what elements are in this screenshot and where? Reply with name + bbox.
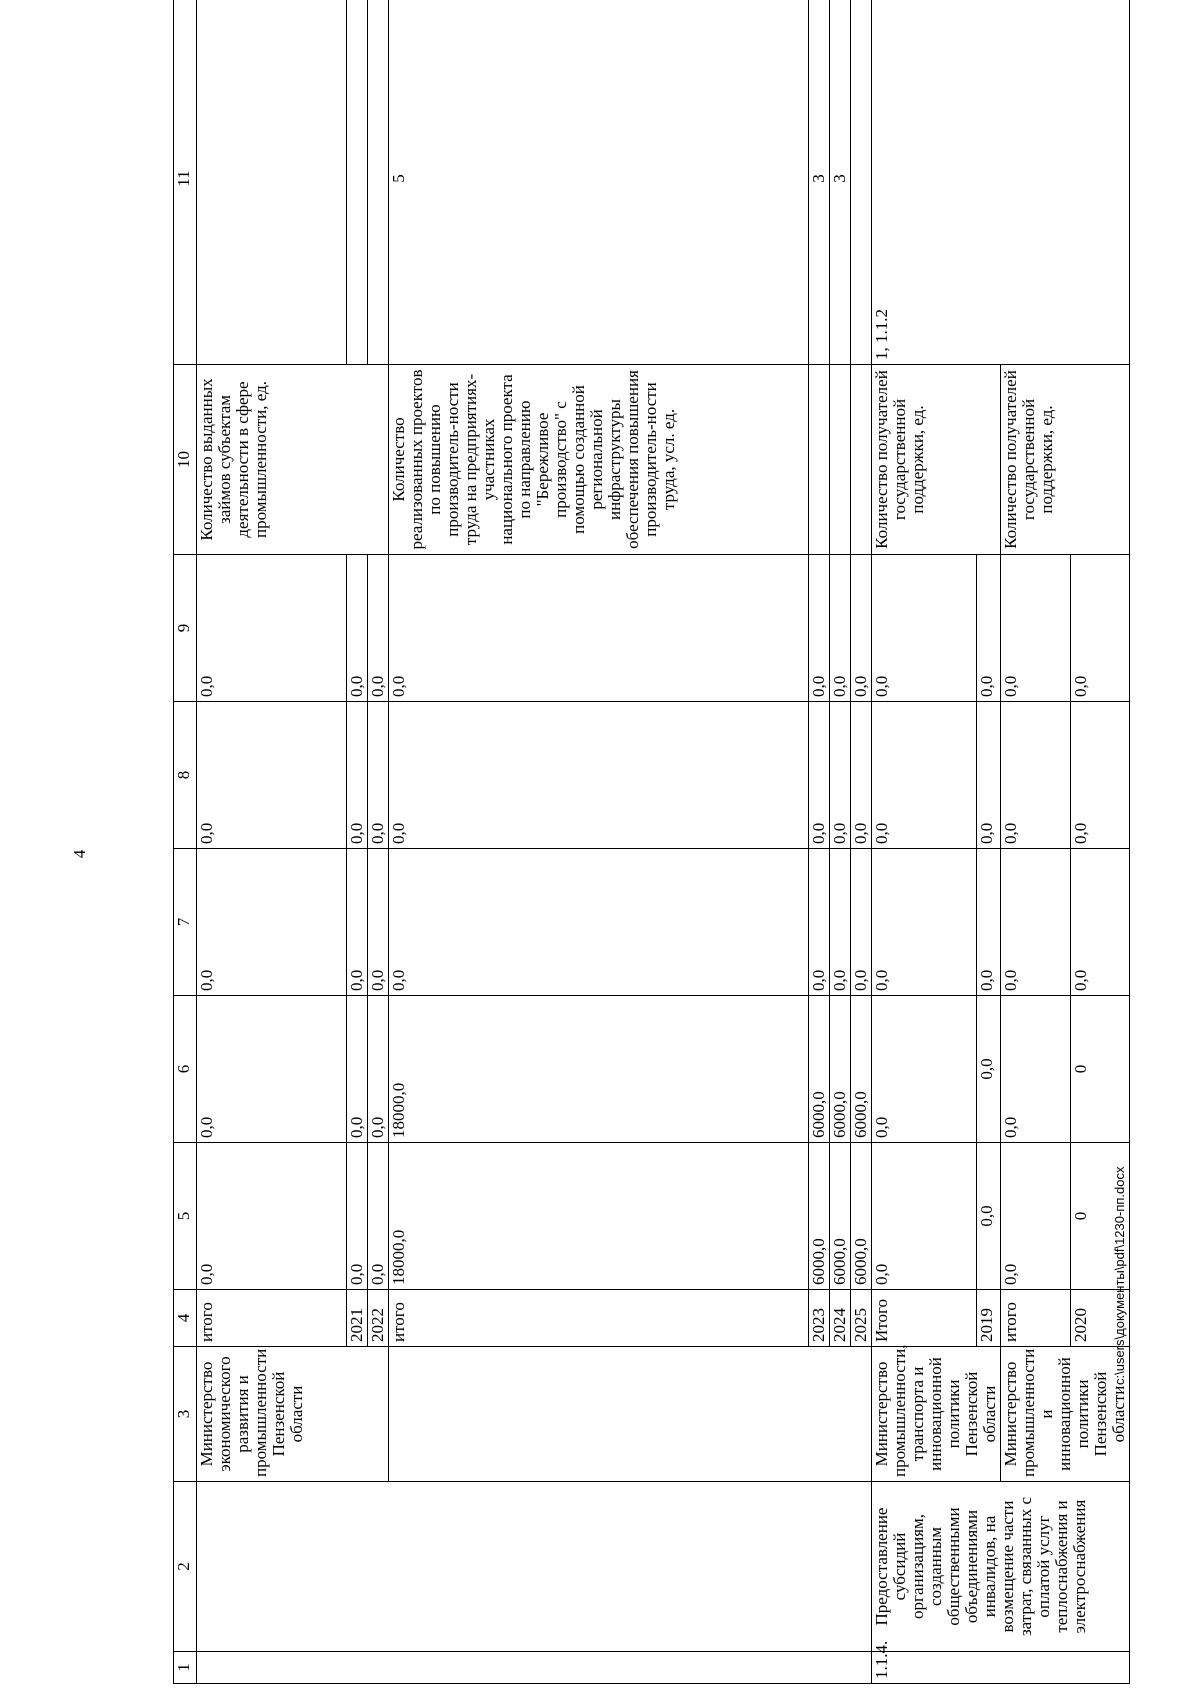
header-cell: 4 (174, 1290, 197, 1347)
value-cell: 0,0 (976, 555, 1000, 702)
value-cell: 0,0 (347, 702, 368, 849)
year-cell: 2024 (830, 1290, 851, 1347)
value-cell: 18000,0 (389, 996, 809, 1143)
row-number-cell (197, 1652, 872, 1684)
indicator-cell: Количество получателей государственной поддержки, ед. (872, 365, 1001, 555)
value-cell: 0,0 (368, 1143, 389, 1290)
value-cell: 0,0 (368, 702, 389, 849)
value-cell: 0,0 (976, 849, 1000, 996)
year-cell: 2020 (1071, 1290, 1130, 1347)
header-cell: 6 (174, 996, 197, 1143)
target-cell (851, 0, 872, 365)
value-cell: 0,0 (389, 555, 809, 702)
year-cell: итого (197, 1290, 347, 1347)
year-cell: 2019 (976, 1290, 1000, 1347)
executor-cell: Министерство экономического развития и промышленности Пензенской области (197, 1347, 389, 1482)
value-cell: 0,0 (851, 702, 872, 849)
indicator-cell: Количество выданных займов субъектам деятельности в сфере промышленности, ед. (197, 365, 389, 555)
header-cell: 5 (174, 1143, 197, 1290)
executor-cell (389, 1347, 872, 1482)
value-cell: 0,0 (1001, 849, 1071, 996)
value-cell: 0,0 (197, 996, 347, 1143)
indicator-cell (851, 365, 872, 555)
value-cell: 0,0 (809, 702, 830, 849)
executor-cell: Министерство промышленности, транспорта и инновационной политики Пензенской области (872, 1347, 1001, 1482)
target-cell: 5 (389, 0, 809, 365)
header-cell: 2 (174, 1482, 197, 1652)
target-cell (368, 0, 389, 365)
executor-cell: Министерство промышленности и инновационной политики Пензенской области (1001, 1347, 1130, 1482)
value-cell: 0,0 (872, 996, 977, 1143)
value-cell: 0,0 (809, 555, 830, 702)
row-number-cell: 1.1.4. (872, 1652, 1130, 1684)
value-cell: 0,0 (872, 702, 977, 849)
value-cell: 0,0 (1001, 1143, 1071, 1290)
header-cell: 9 (174, 555, 197, 702)
value-cell: 0,0 (347, 849, 368, 996)
header-cell: 1 (174, 1652, 197, 1684)
value-cell: 6000,0 (830, 1143, 851, 1290)
table-row (389, 0, 809, 1684)
table-row (197, 0, 347, 1684)
budget-table (173, 0, 1130, 1684)
value-cell: 0,0 (976, 702, 1000, 849)
year-cell: Итого (872, 1290, 977, 1347)
value-cell: 0,0 (368, 996, 389, 1143)
indicator-cell (809, 365, 830, 555)
value-cell: 6000,0 (809, 996, 830, 1143)
indicator-cell: Количество реализованных проектов по повышению производитель-ности труда на предприятиях-участниках национального проекта по направлению "Бережливое производство" с помощью созданной региональной инфраструктуры обеспечения повышения производитель-ности труда, усл. ед. (389, 365, 809, 555)
year-cell: 2025 (851, 1290, 872, 1347)
value-cell: 0,0 (197, 555, 347, 702)
value-cell: 0,0 (872, 1143, 977, 1290)
event-name-cell: Предоставление субсидий организациям, созданным общественными объединениями инвалидов, на возмещение части затрат, связанных с оплатой услуг теплоснабжения и электроснабжения (872, 1482, 1130, 1652)
header-cell: 8 (174, 702, 197, 849)
header-cell: 10 (174, 365, 197, 555)
value-cell: 0,0 (1071, 555, 1130, 702)
value-cell: 0,0 (851, 849, 872, 996)
event-name-cell (197, 1482, 872, 1652)
value-cell: 0,0 (872, 849, 977, 996)
value-cell: 0,0 (389, 702, 809, 849)
year-cell: 2023 (809, 1290, 830, 1347)
target-cell (347, 0, 368, 365)
value-cell: 0,0 (347, 555, 368, 702)
value-cell: 0,0 (1001, 996, 1071, 1143)
value-cell: 0 (1071, 996, 1130, 1143)
value-cell: 0,0 (1071, 849, 1130, 996)
value-cell: 0,0 (809, 849, 830, 996)
value-cell: 0,0 (976, 996, 1000, 1143)
year-cell: 2022 (368, 1290, 389, 1347)
header-row (174, 0, 197, 1684)
year-cell: 2021 (347, 1290, 368, 1347)
table-row (872, 0, 977, 1684)
value-cell: 0 (1071, 1143, 1130, 1290)
value-cell: 0,0 (851, 555, 872, 702)
target-cell: 3 (809, 0, 830, 365)
target-cell: 3 (830, 0, 851, 365)
value-cell: 0,0 (197, 702, 347, 849)
value-cell: 0,0 (872, 555, 977, 702)
link-cell: 1, 1.1.2 (872, 0, 1130, 365)
target-cell (197, 0, 347, 365)
value-cell: 0,0 (368, 849, 389, 996)
header-cell: 7 (174, 849, 197, 996)
value-cell: 0,0 (1001, 555, 1071, 702)
header-cell: 11 (174, 0, 197, 365)
year-cell: итого (1001, 1290, 1071, 1347)
header-cell: 3 (174, 1347, 197, 1482)
footer-file-path: c:\users\документы\pdf\1230-пп.docx (1112, 1166, 1127, 1385)
value-cell: 0,0 (830, 555, 851, 702)
value-cell: 6000,0 (809, 1143, 830, 1290)
value-cell: 0,0 (830, 849, 851, 996)
value-cell: 0,0 (1001, 702, 1071, 849)
value-cell: 0,0 (347, 996, 368, 1143)
value-cell: 0,0 (347, 1143, 368, 1290)
indicator-cell: Количество получателей государственной поддержки, ед. (1001, 365, 1130, 555)
value-cell: 18000,0 (389, 1143, 809, 1290)
value-cell: 0,0 (1071, 702, 1130, 849)
value-cell: 6000,0 (851, 1143, 872, 1290)
year-cell: итого (389, 1290, 809, 1347)
value-cell: 0,0 (976, 1143, 1000, 1290)
value-cell: 0,0 (368, 555, 389, 702)
page-number: 4 (70, 849, 89, 859)
indicator-cell (830, 365, 851, 555)
value-cell: 0,0 (389, 849, 809, 996)
value-cell: 0,0 (830, 702, 851, 849)
value-cell: 0,0 (197, 1143, 347, 1290)
value-cell: 6000,0 (851, 996, 872, 1143)
value-cell: 6000,0 (830, 996, 851, 1143)
value-cell: 0,0 (197, 849, 347, 996)
